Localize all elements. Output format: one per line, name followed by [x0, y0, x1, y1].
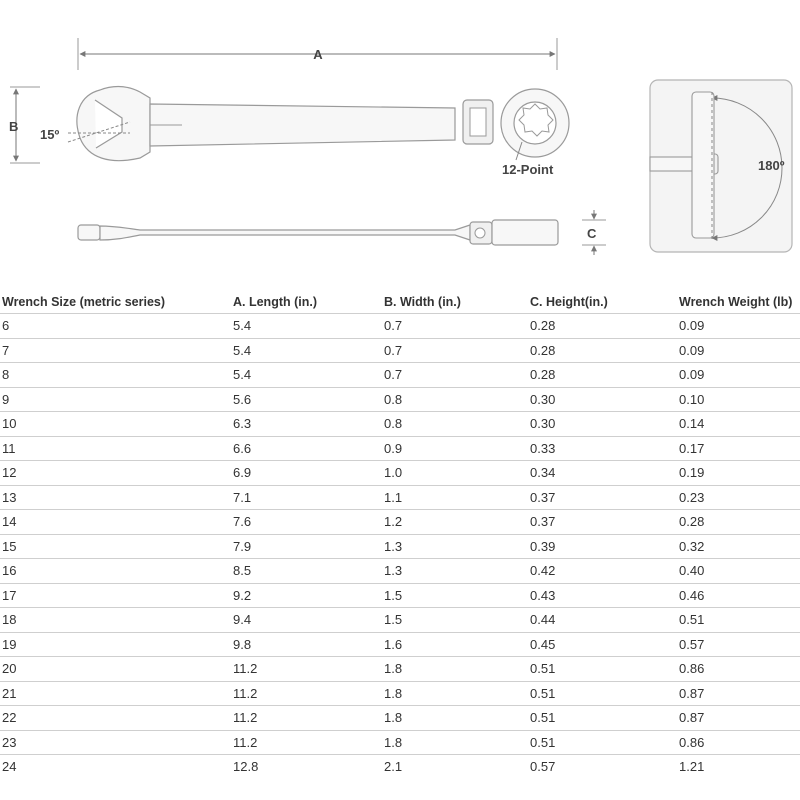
- cell-width: 1.3: [382, 534, 528, 559]
- cell-weight: 0.09: [677, 338, 800, 363]
- table-row: [0, 608, 800, 633]
- cell-weight: 0.87: [677, 681, 800, 706]
- dim-b-label: B: [9, 119, 19, 134]
- cell-size: 6: [0, 314, 231, 339]
- cell-length: 9.4: [231, 608, 382, 633]
- dim-c-label: C: [587, 226, 597, 241]
- cell-height: 0.51: [528, 706, 677, 731]
- cell-weight: 0.28: [677, 510, 800, 535]
- header-wrench-size: Wrench Size (metric series): [0, 290, 231, 314]
- cell-size: 10: [0, 412, 231, 437]
- cell-height: 0.57: [530, 759, 556, 775]
- cell-width: 1.5: [382, 583, 528, 608]
- cell-width: 0.7: [382, 314, 528, 339]
- cell-height: 0.42: [528, 559, 677, 584]
- point-label: 12-Point: [502, 162, 554, 177]
- cell-width: 1.8: [382, 657, 528, 682]
- cell-length: 6.9: [231, 461, 382, 486]
- cell-height: 0.33: [528, 436, 677, 461]
- cell-size: 7: [0, 338, 231, 363]
- cell-weight: 0.86: [677, 730, 800, 755]
- header-height: C. Height(in.): [528, 290, 677, 314]
- cell-size: 21: [0, 681, 231, 706]
- cell-width: 2.1: [384, 759, 403, 775]
- cell-size: 16: [0, 559, 231, 584]
- cell-length: 11.2: [231, 706, 382, 731]
- header-weight: Wrench Weight (lb): [677, 290, 800, 314]
- cell-size: 22: [0, 706, 231, 731]
- cell-height: 0.45: [528, 632, 677, 657]
- cell-height: 0.44: [528, 608, 677, 633]
- cell-size: 9: [0, 387, 231, 412]
- cell-length: 6.3: [231, 412, 382, 437]
- cell-weight: 0.57: [677, 632, 800, 657]
- table-row: [0, 436, 800, 461]
- table-row: [0, 657, 800, 682]
- table-row: [0, 706, 800, 731]
- cell-height: 0.34: [528, 461, 677, 486]
- table-row: [0, 314, 800, 339]
- cell-size: 17: [0, 583, 231, 608]
- cell-height: 0.37: [528, 510, 677, 535]
- table-row: [0, 583, 800, 608]
- cell-weight: 0.23: [677, 485, 800, 510]
- cell-size: 12: [0, 461, 231, 486]
- cell-height: 0.51: [528, 730, 677, 755]
- cell-weight: 0.86: [677, 657, 800, 682]
- cell-height: 0.51: [528, 681, 677, 706]
- cell-height: 0.51: [528, 657, 677, 682]
- cell-size: 15: [0, 534, 231, 559]
- cell-width: 0.7: [382, 363, 528, 388]
- dim-a-label: A: [313, 47, 323, 62]
- table-row: [0, 559, 800, 584]
- cell-width: 1.5: [382, 608, 528, 633]
- cell-weight: 0.51: [677, 608, 800, 633]
- cell-weight: 0.32: [677, 534, 800, 559]
- cell-length: 7.1: [231, 485, 382, 510]
- cell-width: 0.8: [382, 412, 528, 437]
- cell-length: 11.2: [231, 657, 382, 682]
- cell-size: 11: [0, 436, 231, 461]
- table-row: [0, 338, 800, 363]
- cell-width: 0.7: [382, 338, 528, 363]
- table-row: [0, 363, 800, 388]
- cell-length: 7.9: [231, 534, 382, 559]
- header-length: A. Length (in.): [231, 290, 382, 314]
- wrench-diagram: [0, 0, 800, 270]
- cell-length: 5.4: [231, 338, 382, 363]
- flex-angle-label: 180º: [758, 158, 785, 173]
- table-row: [0, 534, 800, 559]
- cell-length: 8.5: [231, 559, 382, 584]
- cell-weight: 0.09: [677, 314, 800, 339]
- table-row: [0, 387, 800, 412]
- cell-width: 1.8: [382, 681, 528, 706]
- cell-length: 5.6: [231, 387, 382, 412]
- cell-length: 6.6: [231, 436, 382, 461]
- cell-width: 1.8: [382, 730, 528, 755]
- dimension-b: [9, 87, 40, 163]
- cell-length: 11.2: [231, 730, 382, 755]
- table-row: [0, 632, 800, 657]
- cell-height: 0.43: [528, 583, 677, 608]
- wrench-side-view: [78, 220, 558, 245]
- table-row: [0, 412, 800, 437]
- table-row: [0, 681, 800, 706]
- cell-size: 14: [0, 510, 231, 535]
- cell-height: 0.28: [528, 314, 677, 339]
- cell-size: 19: [0, 632, 231, 657]
- cell-weight: 0.17: [677, 436, 800, 461]
- table-row: [0, 510, 800, 535]
- cell-weight: 0.87: [677, 706, 800, 731]
- cell-size: 8: [0, 363, 231, 388]
- cell-height: 0.30: [528, 387, 677, 412]
- table-row: [0, 755, 800, 779]
- cell-height: 0.28: [528, 363, 677, 388]
- cell-width: 1.1: [382, 485, 528, 510]
- wrench-top-view: [40, 87, 569, 178]
- cell-weight: 0.10: [677, 387, 800, 412]
- cell-size: 24: [2, 759, 17, 775]
- cell-size: 20: [0, 657, 231, 682]
- cell-width: 1.8: [382, 706, 528, 731]
- cell-height: 0.28: [528, 338, 677, 363]
- cell-weight: 0.40: [677, 559, 800, 584]
- cell-width: 1.6: [382, 632, 528, 657]
- table-row: [0, 461, 800, 486]
- cell-weight: 0.14: [677, 412, 800, 437]
- cell-length: 12.8: [233, 759, 259, 775]
- table-row: [0, 485, 800, 510]
- table-row: [0, 730, 800, 755]
- flex-head-inset: [650, 80, 792, 252]
- spec-table: [0, 290, 800, 779]
- cell-size: 18: [0, 608, 231, 633]
- cell-width: 0.8: [382, 387, 528, 412]
- cell-height: 0.30: [528, 412, 677, 437]
- cell-length: 11.2: [231, 681, 382, 706]
- cell-size: 23: [0, 730, 231, 755]
- cell-weight: 0.09: [677, 363, 800, 388]
- cell-length: 5.4: [231, 363, 382, 388]
- cell-height: 0.37: [528, 485, 677, 510]
- cell-length: 7.6: [231, 510, 382, 535]
- cell-height: 0.39: [528, 534, 677, 559]
- table-header-row: [0, 290, 800, 314]
- cell-width: 1.2: [382, 510, 528, 535]
- table-body: [0, 314, 800, 779]
- cell-length: 5.4: [231, 314, 382, 339]
- dimension-a: [78, 38, 557, 70]
- cell-weight: 0.19: [677, 461, 800, 486]
- angle-offset-label: 15º: [40, 127, 60, 142]
- cell-weight: 0.46: [677, 583, 800, 608]
- cell-width: 0.9: [382, 436, 528, 461]
- cell-length: 9.2: [231, 583, 382, 608]
- cell-weight: 1.21: [679, 759, 705, 775]
- header-width: B. Width (in.): [382, 290, 528, 314]
- cell-size: 13: [0, 485, 231, 510]
- dimension-c: [582, 210, 606, 255]
- cell-width: 1.0: [382, 461, 528, 486]
- cell-length: 9.8: [231, 632, 382, 657]
- cell-width: 1.3: [382, 559, 528, 584]
